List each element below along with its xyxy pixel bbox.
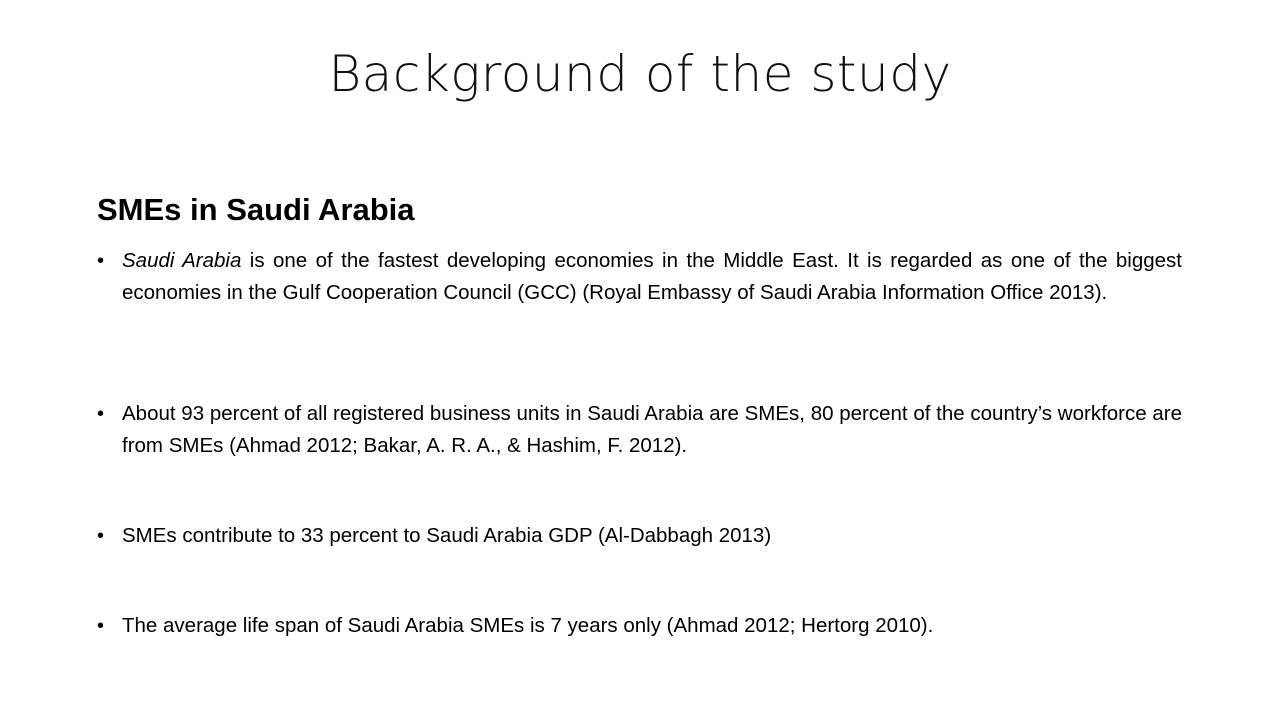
slide-title: Background of the study [328, 45, 952, 103]
bullet-marker: • [97, 250, 105, 272]
section-heading: SMEs in Saudi Arabia [97, 192, 415, 227]
bullet-text: About 93 percent of all registered business units in Saudi Arabia are SMEs, 80 percent of the country’s workforce are from SMEs (Ahmad 2012; Bakar, A. R. A., & Hashim, F. 2012). [122, 402, 1182, 457]
bullet-item [97, 520, 1182, 552]
bullet-text [122, 245, 1182, 309]
bullet-italic-lead: Saudi Arabia [122, 249, 242, 272]
bullet-marker: • [97, 615, 105, 637]
bullet-marker: • [97, 403, 105, 425]
bullet-item [97, 610, 1182, 642]
bullet-body: is one of the fastest developing economies in the Middle East. It is regarded as one of the biggest economies in the Gulf Cooperation Council (GCC) (Royal Embassy of Saudi Arabia Information Office 2013). [122, 249, 1182, 304]
bullet-text: The average life span of Saudi Arabia SMEs is 7 years only (Ahmad 2012; Hertorg 2010). [122, 614, 934, 637]
bullet-text: SMEs contribute to 33 percent to Saudi Arabia GDP (Al-Dabbagh 2013) [122, 524, 772, 547]
bullet-item [97, 398, 1182, 462]
bullet-marker: • [97, 525, 105, 547]
bullet-item [97, 245, 1182, 309]
